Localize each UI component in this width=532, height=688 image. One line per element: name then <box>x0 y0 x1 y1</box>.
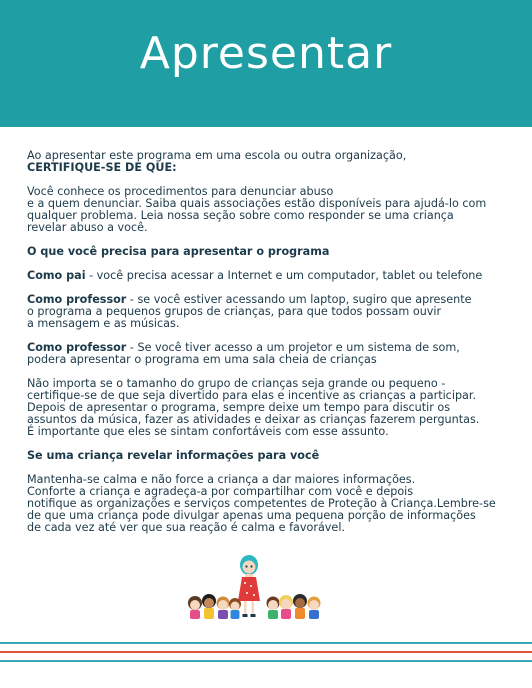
page-title: Apresentar <box>139 28 393 79</box>
teacher-figure <box>238 555 260 617</box>
intro-heading: CERTIFIQUE-SE DE QUE: <box>27 161 177 174</box>
footer-stripe-teal-bottom <box>0 660 532 662</box>
parent-paragraph <box>27 270 523 282</box>
parent-label: Como pai <box>27 269 86 282</box>
child-reveals-heading: Se uma criança revelar informações para você <box>27 449 320 462</box>
footer-stripe-teal-top <box>0 642 532 644</box>
teacher-laptop-label: Como professor <box>27 293 127 306</box>
parent-text: - você precisa acessar a Internet e um computador, tablet ou telefone <box>85 269 483 282</box>
page-content <box>27 150 523 546</box>
stay-calm-paragraph: Mantenha-se calma e não force a criança a dar maiores informações. Conforte a criança e agradeça-a por compartilhar com você e depois notifique as organizações e serviços competentes de Proteção à Criança.Lembre-se de que uma criança pode divulgar apenas uma pequena porção de informações de cada vez até ver que sua reação é calma e favorável. <box>27 473 496 534</box>
group-size-paragraph: Não importa se o tamanho do grupo de crianças seja grande ou pequeno - certifique-se de que seja divertido para elas e incentive as crianças a participar. Depois de apresentar o programa, sempre deixe um tempo para discutir os assuntos da música, fazer as atividades e deixar as crianças fazerem perguntas. É importante que eles se sintam confortáveis com esse assunto. <box>27 377 480 438</box>
teacher-projector-paragraph <box>27 342 523 366</box>
teacher-children-illustration <box>183 553 329 623</box>
know-procedures-paragraph: Você conhece os procedimentos para denunciar abuso e a quem denunciar. Saiba quais associações estão disponíveis para ajudá-lo com qualquer problema. Leia nossa seção sobre como responder se uma criança revelar abuso a você. <box>27 185 487 234</box>
intro-line: Ao apresentar este programa em uma escola ou outra organização, <box>27 149 407 162</box>
children-left <box>188 594 241 619</box>
teacher-projector-label: Como professor <box>27 341 127 354</box>
page-header <box>0 0 532 127</box>
teacher-projector-text: - Se você tiver acesso a um projetor e um sistema de som, podera apresentar o programa em uma sala cheia de crianças <box>27 341 460 366</box>
footer-stripe-red <box>0 651 532 653</box>
teacher-laptop-text: - se você estiver acessando um laptop, sugiro que apresente o programa a pequenos grupos de crianças, para que todos possam ouvir a mensagem e as músicas. <box>27 293 472 330</box>
children-right <box>267 594 321 619</box>
what-you-need-heading: O que você precisa para apresentar o programa <box>27 245 330 258</box>
teacher-laptop-paragraph <box>27 294 523 330</box>
